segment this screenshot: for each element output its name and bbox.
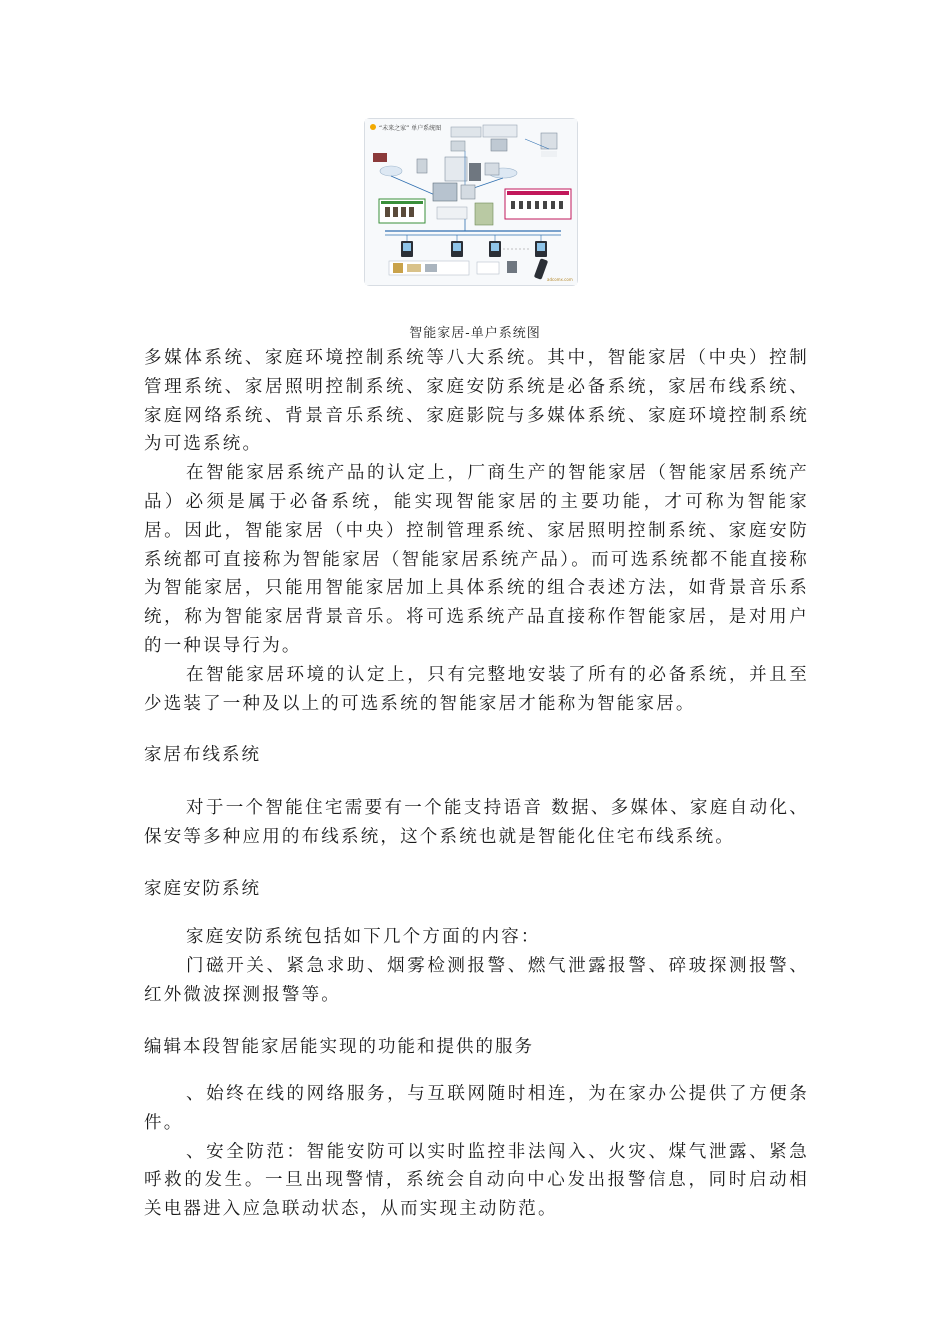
diagram-footer: adcomx.com <box>547 277 573 282</box>
paragraph-environment-definition: 在智能家居环境的认定上，只有完整地安装了所有的必备系统，并且至少选装了一种及以上的可选系统的智能家居才能称为智能家居。 <box>144 664 809 714</box>
paragraph-function-security: 、安全防范：智能安防可以实时监控非法闯入、火灾、煤气泄露、紧急呼救的发生。一旦出现警情，系统会自动向中心发出报警信息，同时启动相关电器进入应急联动状态，从而实现主动防范。 <box>144 1141 809 1220</box>
intro-text <box>144 344 809 718</box>
paragraph-security-intro: 家庭安防系统包括如下几个方面的内容： <box>186 927 541 947</box>
wiring-section <box>144 794 809 852</box>
system-diagram-graphic <box>365 119 577 285</box>
paragraph-security-items: 门磁开关、紧急求助、烟雾检测报警、燃气泄露报警、碎玻探测报警、红外微波探测报警等。 <box>144 955 809 1005</box>
paragraph-function-network: 、始终在线的网络服务，与互联网随时相连，为在家办公提供了方便条件。 <box>144 1084 809 1133</box>
heading-security: 家庭安防系统 <box>144 879 261 899</box>
paragraph-product-definition: 在智能家居系统产品的认定上，厂商生产的智能家居（智能家居系统产品）必须是属于必备系统，能实现智能家居的主要功能，才可称为智能家居。因此，智能家居（中央）控制管理系统、家居照明控制系统、家庭安防系统都可直接称为智能家居（智能家居系统产品）。而可选系统都不能直接称为智能家居，只能用智能家居加上具体系统的组合表述方法，如背景音乐系统，称为智能家居背景音乐。将可选系统产品直接称作智能家居，是对用户的一种误导行为。 <box>144 463 809 656</box>
logo-dot-icon <box>370 124 376 130</box>
security-section <box>144 923 809 1009</box>
system-diagram <box>364 118 578 286</box>
heading-functions: 编辑本段智能家居能实现的功能和提供的服务 <box>144 1037 534 1057</box>
paragraph-wiring: 对于一个智能住宅需要有一个能支持语音 数据、多媒体、家庭自动化、保安等多种应用的布线系统，这个系统也就是智能化住宅布线系统。 <box>144 798 809 847</box>
figure-caption: 智能家居-单户系统图 <box>409 326 541 341</box>
functions-section <box>144 1080 809 1224</box>
diagram-title: “未来之家” 单户系统图 <box>379 125 442 132</box>
paragraph-systems: 多媒体系统、家庭环境控制系统等八大系统。其中，智能家居（中央）控制管理系统、家居照明控制系统、家庭安防系统是必备系统，家居布线系统、家庭网络系统、背景音乐系统、家庭影院与多媒体系统、家庭环境控制系统为可选系统。 <box>144 348 809 455</box>
heading-wiring: 家居布线系统 <box>144 745 261 765</box>
